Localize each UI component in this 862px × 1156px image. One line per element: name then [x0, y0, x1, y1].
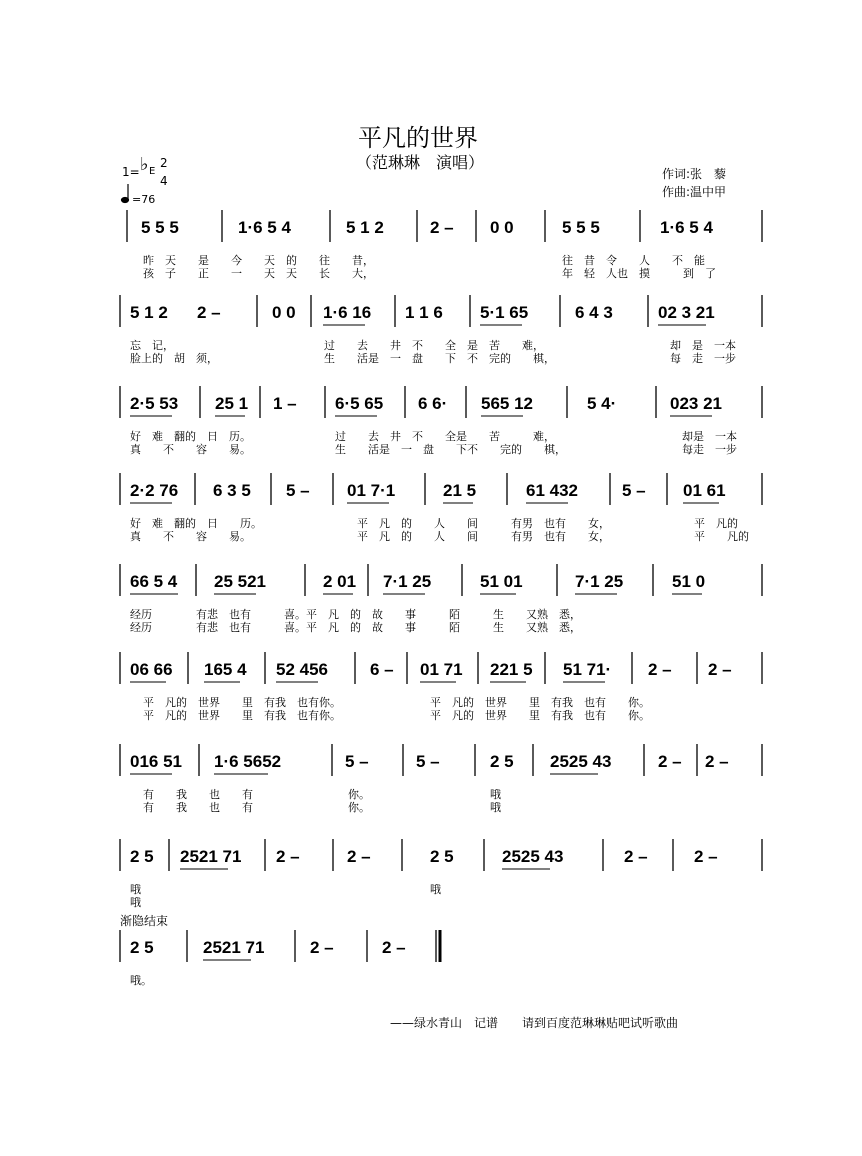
- note-group: 1·6 16: [323, 303, 372, 322]
- note-group: 2 –: [347, 847, 371, 866]
- lyric-line-2: 经历 有悲 也有 喜。平 凡 的 故 事 陌 生 又熟 悉，: [130, 621, 581, 634]
- note-group: 6·5 65: [335, 394, 384, 413]
- song-title: 平凡的世界: [358, 124, 478, 152]
- lyric-line-2: 你。: [348, 801, 370, 814]
- note-group: 66 5 4: [130, 572, 178, 591]
- lyric-line-1: 昨 天 是 今 天 的 往 昔，: [143, 254, 374, 267]
- note-group: 2 01: [323, 572, 357, 591]
- lyric-line-1: 平 凡的: [694, 517, 738, 530]
- lyric-line-2: 真 不 容 易。: [130, 443, 251, 456]
- note-group: 21 5: [443, 481, 477, 500]
- note-group: 5 5 5: [141, 218, 179, 237]
- time-top: 2: [160, 156, 168, 170]
- lyric-line-1: 过 去 井 不 全 是 苦 难，: [324, 339, 544, 352]
- note-group: 1·6 5 4: [660, 218, 713, 237]
- lyric-line-2: 每走 一步: [682, 443, 737, 456]
- note-group: 51 01: [480, 572, 523, 591]
- note-group: 6 4 3: [575, 303, 613, 322]
- song-subtitle: （范琳琳 演唱）: [356, 153, 485, 172]
- note-group: 2 5: [490, 752, 514, 771]
- note-group: 51 0: [672, 572, 706, 591]
- lyric-line-1: 好 难 翻的 日 历。: [130, 430, 251, 443]
- lyric-line-2: 哦: [130, 896, 141, 909]
- note-group: 565 12: [481, 394, 533, 413]
- note-group: 2 5: [430, 847, 454, 866]
- note-group: 02 3 21: [658, 303, 715, 322]
- note-group: 51 71·: [563, 660, 612, 679]
- lyric-line-1: 有 我 也 有: [143, 788, 253, 801]
- tempo-mark: =76: [132, 193, 156, 206]
- note-group: 2 –: [624, 847, 648, 866]
- lyric-line-1: 往 昔 令 人 不 能: [562, 254, 705, 267]
- lyric-line-1: 平 凡的 世界 里 有我 也有你。: [143, 696, 341, 709]
- note-group: 2 –: [197, 303, 221, 322]
- note-group: 2 –: [430, 218, 454, 237]
- note-group: 5 1 2: [130, 303, 168, 322]
- note-group: 2 –: [708, 660, 732, 679]
- note-group: 6 –: [370, 660, 394, 679]
- note-group: 2 –: [658, 752, 682, 771]
- lyric-line-2: 脸上的 胡 须，: [130, 352, 218, 365]
- note-group: 1 –: [273, 394, 297, 413]
- lyric-line-1: 忘 记，: [130, 339, 174, 352]
- note-group: 5 1 2: [346, 218, 384, 237]
- lyric-line-1: 平 凡的 世界 里 有我 也有 你。: [430, 696, 650, 709]
- note-group: 61 432: [526, 481, 578, 500]
- note-group: 5 4·: [587, 394, 617, 413]
- lyric-line-2: 孩 子 正 一 天 天 长 大，: [143, 267, 374, 280]
- time-bottom: 4: [160, 174, 168, 188]
- note-group: 221 5: [490, 660, 533, 679]
- lyric-line-1: 哦: [490, 788, 501, 801]
- lyric-line-2: 有 我 也 有: [143, 801, 253, 814]
- note-group: 2 5: [130, 938, 154, 957]
- note-group: 2 –: [694, 847, 718, 866]
- note-group: 5 –: [345, 752, 369, 771]
- note-group: 52 456: [276, 660, 328, 679]
- note-group: 2 –: [648, 660, 672, 679]
- lyric-line-2: 平 凡的: [694, 530, 749, 543]
- lyric-line-2: 生 活是 一 盘 下不 完的 棋，: [335, 443, 566, 456]
- lyric-line-2: 每 走 一步: [670, 352, 736, 365]
- note-group: 2521 71: [203, 938, 265, 957]
- note-group: 2525 43: [502, 847, 564, 866]
- lyric-line-2: 年 轻 人也 摸 到 了: [562, 267, 716, 280]
- note-group: 0 0: [272, 303, 296, 322]
- note-group: 7·1 25: [383, 572, 432, 591]
- lyric-line-2: 真 不 容 易。: [130, 530, 251, 543]
- lyric-line-1: 过 去 井 不 全是 苦 难，: [335, 430, 555, 443]
- note-group: 2525 43: [550, 752, 612, 771]
- lyric-line-2: 哦: [490, 801, 501, 814]
- lyric-line-1: 却是 一本: [682, 430, 737, 443]
- note-group: 5 5 5: [562, 218, 600, 237]
- fade-ending-mark: 渐隐结束: [120, 914, 169, 928]
- note-group: 5 –: [416, 752, 440, 771]
- note-group: 2 –: [310, 938, 334, 957]
- note-group: 1 1 6: [405, 303, 443, 322]
- note-group: 7·1 25: [575, 572, 624, 591]
- note-group: 25 1: [215, 394, 249, 413]
- note-group: 6 6·: [418, 394, 448, 413]
- note-group: 165 4: [204, 660, 247, 679]
- note-group: 06 66: [130, 660, 173, 679]
- lyric-line-1: 哦: [130, 883, 141, 896]
- lyric-line-1: 好 难 翻的 日 历。: [130, 517, 262, 530]
- note-group: 25 521: [214, 572, 266, 591]
- lyric-line-2: 平 凡 的 人 间 有男 也有 女，: [357, 530, 610, 543]
- note-group: 016 51: [130, 752, 182, 771]
- lyric-line-2: 生 活是 一 盘 下 不 完的 棋，: [324, 352, 555, 365]
- note-group: 023 21: [670, 394, 722, 413]
- note-group: 5 –: [622, 481, 646, 500]
- lyricist-credit: 作词:张 藜: [662, 167, 727, 181]
- lyric-line-2: 平 凡的 世界 里 有我 也有 你。: [430, 709, 650, 722]
- note-group: 2 –: [382, 938, 406, 957]
- note-group: 01 7·1: [347, 481, 396, 500]
- footer-note: ——绿水青山 记谱 请到百度范琳琳贴吧试听歌曲: [390, 1016, 679, 1030]
- note-group: 1·6 5 4: [238, 218, 291, 237]
- note-group: 5 –: [286, 481, 310, 500]
- note-group: 2 –: [705, 752, 729, 771]
- key-prefix: 1=: [122, 165, 140, 179]
- note-group: 1·6 5652: [214, 752, 282, 771]
- note-group: 2521 71: [180, 847, 242, 866]
- note-group: 2·5 53: [130, 394, 179, 413]
- lyric-line-1: 哦: [430, 883, 441, 896]
- lyric-line-1: 却 是 一本: [670, 339, 736, 352]
- note-group: 01 61: [683, 481, 726, 500]
- lyric-line-1: 哦。: [130, 974, 152, 987]
- note-group: 6 3 5: [213, 481, 251, 500]
- note-group: 2 5: [130, 847, 154, 866]
- lyric-line-1: 你。: [348, 788, 370, 801]
- composer-credit: 作曲:温中甲: [662, 185, 727, 199]
- note-group: 2·2 76: [130, 481, 179, 500]
- lyric-line-2: 平 凡的 世界 里 有我 也有你。: [143, 709, 341, 722]
- key-note: E: [149, 166, 156, 177]
- note-group: 5·1 65: [480, 303, 529, 322]
- note-group: 0 0: [490, 218, 514, 237]
- lyric-line-1: 平 凡 的 人 间 有男 也有 女，: [357, 517, 610, 530]
- lyric-line-1: 经历 有悲 也有 喜。平 凡 的 故 事 陌 生 又熟 悉，: [130, 608, 581, 621]
- note-group: 01 71: [420, 660, 463, 679]
- key-flat: ♭: [140, 154, 149, 175]
- note-group: 2 –: [276, 847, 300, 866]
- tempo-note-head: [122, 198, 129, 203]
